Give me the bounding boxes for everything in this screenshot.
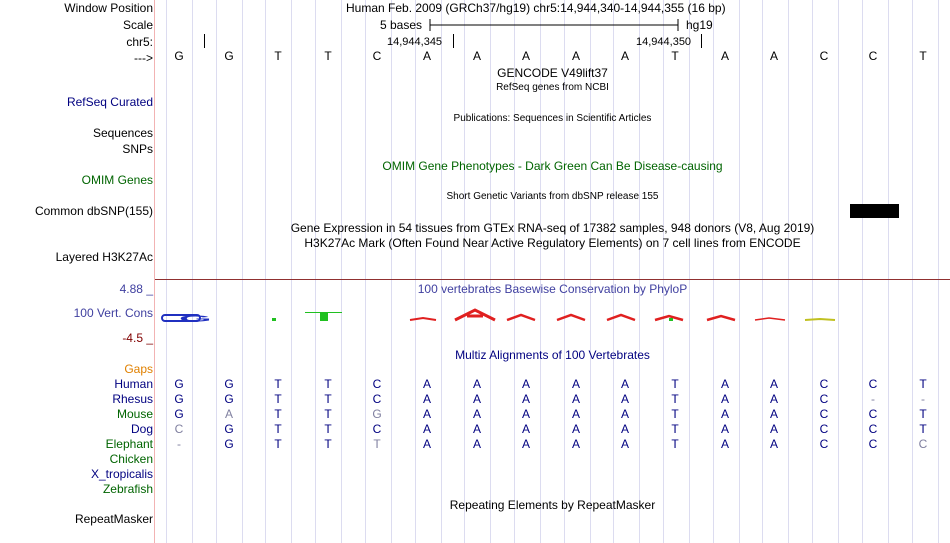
label-phylop-min: -4.5 _ — [122, 331, 153, 345]
label-mouse[interactable]: Mouse — [116, 407, 153, 421]
label-gaps[interactable]: Gaps — [124, 362, 153, 376]
base-ref-16: T — [919, 49, 927, 63]
label-sequences[interactable]: Sequences — [92, 126, 153, 140]
base-rhesus-7: A — [472, 392, 481, 406]
base-ref-14: C — [819, 49, 829, 63]
base-human-12: A — [720, 377, 729, 391]
base-mouse-14: C — [819, 407, 829, 421]
label-phylop-max: 4.88 _ — [119, 282, 153, 296]
gtex-track-title: Gene Expression in 54 tissues from GTEx RNA-seq of 17382 samples, 948 donors (V8, Aug 2019) — [290, 221, 815, 235]
base-dog-8: A — [521, 422, 530, 436]
base-rhesus-1: G — [174, 392, 184, 406]
gencode-track-title[interactable]: GENCODE V49lift37 — [497, 66, 608, 80]
base-ref-7: A — [472, 49, 481, 63]
base-ref-9: A — [571, 49, 580, 63]
ruler-tick-1 — [453, 34, 454, 48]
label-refseq-curated[interactable]: RefSeq Curated — [66, 95, 153, 109]
base-ref-10: A — [620, 49, 629, 63]
base-rhesus-14: C — [819, 392, 829, 406]
base-human-1: G — [174, 377, 184, 391]
base-ref-12: A — [720, 49, 729, 63]
base-mouse-11: T — [671, 407, 679, 421]
base-human-3: T — [274, 377, 282, 391]
phylop-conservation-logo — [155, 300, 950, 330]
base-rhesus-10: A — [620, 392, 629, 406]
base-dog-1: C — [174, 422, 184, 436]
label-strand-arrow[interactable]: ---> — [134, 51, 153, 65]
base-rhesus-12: A — [720, 392, 729, 406]
base-mouse-9: A — [571, 407, 580, 421]
label-chicken[interactable]: Chicken — [109, 452, 153, 466]
scale-bar — [429, 17, 681, 33]
base-elephant-9: A — [571, 437, 580, 451]
phylop-track-title: 100 vertebrates Basewise Conservation by PhyloP — [417, 282, 688, 296]
ruler-tick-label-2: 14,944,350 — [636, 36, 692, 48]
label-snps[interactable]: SNPs — [122, 142, 153, 156]
base-ref-8: A — [521, 49, 530, 63]
base-human-9: A — [571, 377, 580, 391]
base-elephant-13: A — [769, 437, 778, 451]
base-ref-13: A — [769, 49, 778, 63]
base-rhesus-2: G — [224, 392, 234, 406]
base-mouse-16: T — [919, 407, 927, 421]
base-mouse-12: A — [720, 407, 729, 421]
base-human-11: T — [671, 377, 679, 391]
label-100-vert-cons[interactable]: 100 Vert. Cons — [73, 306, 153, 320]
base-human-8: A — [521, 377, 530, 391]
multiz-track-title: Multiz Alignments of 100 Vertebrates — [455, 348, 650, 362]
base-mouse-1: G — [174, 407, 184, 421]
base-elephant-8: A — [521, 437, 530, 451]
base-human-13: A — [769, 377, 778, 391]
omim-track-title: OMIM Gene Phenotypes - Dark Green Can Be Disease-causing — [382, 159, 723, 173]
base-dog-12: A — [720, 422, 729, 436]
base-dog-11: T — [671, 422, 679, 436]
label-elephant[interactable]: Elephant — [105, 437, 153, 451]
base-elephant-10: A — [620, 437, 629, 451]
base-dog-10: A — [620, 422, 629, 436]
ruler-tick-left — [204, 34, 205, 48]
label-omim-genes[interactable]: OMIM Genes — [81, 173, 153, 187]
base-rhesus-13: A — [769, 392, 778, 406]
base-elephant-15: C — [868, 437, 878, 451]
label-scale: Scale — [122, 18, 153, 32]
base-mouse-13: A — [769, 407, 778, 421]
base-elephant-3: T — [274, 437, 282, 451]
base-mouse-8: A — [521, 407, 530, 421]
label-chr: chr5: — [126, 35, 153, 49]
base-mouse-4: T — [324, 407, 332, 421]
base-ref-4: T — [324, 49, 332, 63]
repeatmasker-track-title: Repeating Elements by RepeatMasker — [449, 498, 656, 512]
phylop-top-line — [155, 279, 950, 280]
base-human-15: C — [868, 377, 878, 391]
label-zebrafish[interactable]: Zebrafish — [102, 482, 153, 496]
h3k27ac-track-title: H3K27Ac Mark (Often Found Near Active Regulatory Elements) on 7 cell lines from ENCODE — [304, 236, 801, 250]
base-mouse-15: C — [868, 407, 878, 421]
base-dog-3: T — [274, 422, 282, 436]
label-dog[interactable]: Dog — [130, 422, 153, 436]
base-mouse-2: A — [224, 407, 233, 421]
base-dog-13: A — [769, 422, 778, 436]
base-rhesus-16: - — [921, 392, 925, 406]
scale-label: 5 bases — [380, 18, 423, 32]
base-human-5: C — [372, 377, 382, 391]
base-dog-4: T — [324, 422, 332, 436]
base-dog-16: T — [919, 422, 927, 436]
svg-text:G: G — [179, 314, 212, 324]
base-elephant-7: A — [472, 437, 481, 451]
base-ref-3: T — [274, 49, 282, 63]
ruler-tick-2 — [701, 34, 702, 48]
base-human-6: A — [422, 377, 431, 391]
base-human-7: A — [472, 377, 481, 391]
label-x-tropicalis[interactable]: X_tropicalis — [90, 467, 153, 481]
base-mouse-7: A — [472, 407, 481, 421]
label-common-dbsnp[interactable]: Common dbSNP(155) — [34, 204, 153, 218]
base-elephant-12: A — [720, 437, 729, 451]
base-ref-1: G — [174, 49, 184, 63]
base-ref-11: T — [671, 49, 679, 63]
base-rhesus-3: T — [274, 392, 282, 406]
base-ref-6: A — [422, 49, 431, 63]
base-mouse-3: T — [274, 407, 282, 421]
base-elephant-14: C — [819, 437, 829, 451]
track-label-column — [0, 0, 153, 543]
base-elephant-16: C — [918, 437, 928, 451]
base-elephant-1: - — [177, 437, 181, 451]
base-human-14: C — [819, 377, 829, 391]
dbsnp-track-title: Short Genetic Variants from dbSNP release 155 — [446, 191, 659, 202]
base-mouse-10: A — [620, 407, 629, 421]
base-ref-2: G — [224, 49, 234, 63]
refseq-track-subtitle: RefSeq genes from NCBI — [496, 82, 609, 93]
label-human[interactable]: Human — [114, 377, 153, 391]
base-dog-6: A — [422, 422, 431, 436]
base-rhesus-15: - — [871, 392, 875, 406]
base-human-10: A — [620, 377, 629, 391]
base-rhesus-9: A — [571, 392, 580, 406]
base-dog-2: G — [224, 422, 234, 436]
base-rhesus-5: C — [372, 392, 382, 406]
base-rhesus-6: A — [422, 392, 431, 406]
base-dog-7: A — [472, 422, 481, 436]
base-human-16: T — [919, 377, 927, 391]
base-elephant-4: T — [324, 437, 332, 451]
dbsnp-variant-block[interactable] — [850, 204, 899, 218]
base-ref-15: C — [868, 49, 878, 63]
base-mouse-6: A — [422, 407, 431, 421]
base-mouse-5: G — [372, 407, 382, 421]
ruler-tick-label-1: 14,944,345 — [387, 36, 443, 48]
publications-track-title: Publications: Sequences in Scientific Articles — [453, 113, 652, 124]
base-elephant-11: T — [671, 437, 679, 451]
base-elephant-6: A — [422, 437, 431, 451]
base-rhesus-11: T — [671, 392, 679, 406]
base-dog-9: A — [571, 422, 580, 436]
base-elephant-5: T — [373, 437, 381, 451]
base-human-4: T — [324, 377, 332, 391]
window-position-text: Human Feb. 2009 (GRCh37/hg19) chr5:14,944,340-14,944,355 (16 bp) — [346, 1, 726, 15]
label-layered-h3k27ac[interactable]: Layered H3K27Ac — [55, 250, 153, 264]
label-repeatmasker[interactable]: RepeatMasker — [74, 512, 153, 526]
base-rhesus-8: A — [521, 392, 530, 406]
base-human-2: G — [224, 377, 234, 391]
base-ref-5: C — [372, 49, 382, 63]
base-elephant-2: G — [224, 437, 234, 451]
label-window-position: Window Position — [64, 1, 153, 15]
base-rhesus-4: T — [324, 392, 332, 406]
assembly-label: hg19 — [686, 18, 713, 32]
base-dog-14: C — [819, 422, 829, 436]
base-dog-5: C — [372, 422, 382, 436]
label-rhesus[interactable]: Rhesus — [112, 392, 153, 406]
base-dog-15: C — [868, 422, 878, 436]
